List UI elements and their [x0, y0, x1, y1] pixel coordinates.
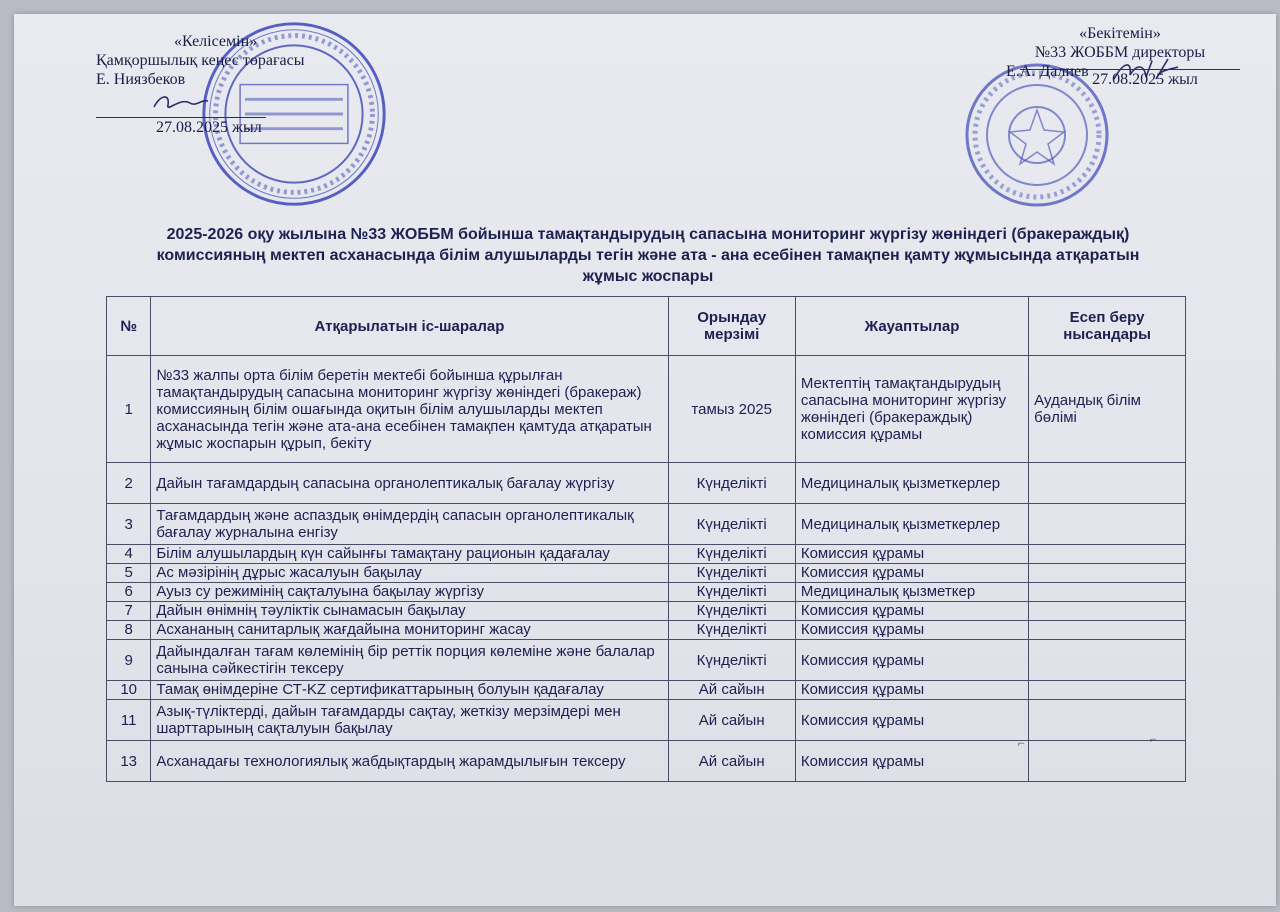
row-term: Күнделікті	[668, 640, 795, 681]
agreement-date: 27.08.2025 жыл	[156, 119, 262, 136]
row-number: 13	[107, 741, 151, 782]
table-header-row	[107, 297, 1186, 356]
row-report	[1029, 621, 1186, 640]
row-report	[1029, 602, 1186, 621]
approval-block	[990, 24, 1250, 89]
table-row	[107, 681, 1186, 700]
table-row	[107, 463, 1186, 504]
row-task: Азық-түліктерді, дайын тағамдарды сақтау, жеткізу мерзімдері мен шарттарының сақталуын бақылау	[151, 700, 668, 741]
row-task: Асханадағы технологиялық жабдықтардың жарамдылығын тексеру	[151, 741, 668, 782]
title-line-3: жұмыс жоспары	[582, 268, 714, 285]
row-term: Күнделікті	[668, 602, 795, 621]
table-row	[107, 356, 1186, 463]
title-line-2: комиссияның мектеп асханасында білім алушыларды тегін және ата - ана есебінен тамақпен қамту жұмысында атқаратын	[156, 247, 1140, 264]
row-number: 4	[107, 545, 151, 564]
table-row	[107, 583, 1186, 602]
row-task: Дайын өнімнің тәуліктік сынамасын бақылау	[151, 602, 668, 621]
row-responsible: Комиссия құрамы	[795, 741, 1028, 782]
table-row	[107, 545, 1186, 564]
agreement-name: Е. Ниязбеков	[96, 71, 186, 88]
row-report	[1029, 700, 1186, 741]
row-task: Тағамдардың және аспаздық өнімдердің сапасын органолептикалық бағалау журналына енгізу	[151, 504, 668, 545]
table-body	[107, 356, 1186, 782]
row-term: Күнделікті	[668, 504, 795, 545]
row-responsible: Комиссия құрамы	[795, 602, 1028, 621]
table-row	[107, 602, 1186, 621]
row-task: Білім алушылардың күн сайынғы тамақтану рационын қадағалау	[151, 545, 668, 564]
row-responsible: Медициналық қызметкер	[795, 583, 1028, 602]
approval-label: «Бекітемін»	[1079, 25, 1161, 42]
row-report	[1029, 545, 1186, 564]
row-report	[1029, 681, 1186, 700]
table-row	[107, 621, 1186, 640]
row-report	[1029, 741, 1186, 782]
row-number: 11	[107, 700, 151, 741]
approval-name: Е.А. Далиев	[1006, 63, 1089, 80]
row-term: Күнделікті	[668, 583, 795, 602]
row-responsible: Медициналық қызметкерлер	[795, 504, 1028, 545]
row-term: Күнделікті	[668, 463, 795, 504]
row-task: Ас мәзірінің дұрыс жасалуын бақылау	[151, 564, 668, 583]
header-term: Орындау мерзімі	[668, 297, 795, 356]
row-report: Аудандық білім бөлімі	[1029, 356, 1186, 463]
pen-mark: ⌐	[1150, 732, 1157, 746]
row-report	[1029, 640, 1186, 681]
agreement-role: Қамқоршылық кеңес төрағасы	[96, 52, 305, 69]
table-row	[107, 700, 1186, 741]
agreement-signature-line	[96, 89, 266, 118]
row-number: 9	[107, 640, 151, 681]
row-task: Асхананың санитарлық жағдайына мониторинг жасау	[151, 621, 668, 640]
row-number: 6	[107, 583, 151, 602]
header-number: №	[107, 297, 151, 356]
row-number: 2	[107, 463, 151, 504]
document-title	[108, 224, 1188, 287]
row-number: 1	[107, 356, 151, 463]
row-responsible: Медициналық қызметкерлер	[795, 463, 1028, 504]
pen-mark: ⌐	[1018, 736, 1025, 750]
row-term: тамыз 2025	[668, 356, 795, 463]
row-task: №33 жалпы орта білім беретін мектебі бойынша құрылған тамақтандырудың сапасына мониторинг жүргізу жөніндегі (бракераж) комиссияның білім ошағында оқитын білім алушыларды мектеп асханасында тегін және ата-ана есебінен тамақпен қамтуда атқаратын жұмыс жоспарын құрып, бекіту	[151, 356, 668, 463]
approval-role: №33 ЖОББМ директоры	[1034, 44, 1206, 61]
header-responsible: Жауаптылар	[795, 297, 1028, 356]
row-report	[1029, 463, 1186, 504]
table-row	[107, 504, 1186, 545]
row-responsible: Комиссия құрамы	[795, 621, 1028, 640]
row-number: 8	[107, 621, 151, 640]
row-task: Дайын тағамдардың сапасына органолептикалық бағалау жүргізу	[151, 463, 668, 504]
row-term: Ай сайын	[668, 681, 795, 700]
header-report: Есеп беру нысандары	[1029, 297, 1186, 356]
row-term: Күнделікті	[668, 564, 795, 583]
row-responsible: Комиссия құрамы	[795, 564, 1028, 583]
row-responsible: Комиссия құрамы	[795, 545, 1028, 564]
row-responsible: Комиссия құрамы	[795, 700, 1028, 741]
row-term: Күнделікті	[668, 621, 795, 640]
row-number: 10	[107, 681, 151, 700]
table-row	[107, 640, 1186, 681]
row-term: Ай сайын	[668, 741, 795, 782]
row-report	[1029, 583, 1186, 602]
row-responsible: Мектептің тамақтандырудың сапасына мониторинг жүргізу жөніндегі (бракераждық) комиссия құрамы	[795, 356, 1028, 463]
header-task: Атқарылатын іс-шаралар	[151, 297, 668, 356]
table-row	[107, 564, 1186, 583]
agreement-block	[96, 32, 356, 137]
row-report	[1029, 504, 1186, 545]
row-task: Ауыз су режимінің сақталуына бақылау жүргізу	[151, 583, 668, 602]
row-task: Тамақ өнімдеріне СТ-KZ сертификаттарының болуын қадағалау	[151, 681, 668, 700]
row-responsible: Комиссия құрамы	[795, 681, 1028, 700]
row-term: Күнделікті	[668, 545, 795, 564]
row-term: Ай сайын	[668, 700, 795, 741]
row-number: 3	[107, 504, 151, 545]
agreement-label: «Келісемін»	[174, 33, 258, 50]
title-line-1: 2025-2026 оқу жылына №33 ЖОББМ бойынша тамақтандырудың сапасына мониторинг жүргізу жөніндегі (бракераждық)	[166, 226, 1130, 243]
row-number: 7	[107, 602, 151, 621]
row-report	[1029, 564, 1186, 583]
approval-date: 27.08.2025 жыл	[1092, 71, 1198, 88]
row-number: 5	[107, 564, 151, 583]
row-task: Дайындалған тағам көлемінің бір реттік порция көлеміне және балалар санына сәйкестігін тексеру	[151, 640, 668, 681]
row-responsible: Комиссия құрамы	[795, 640, 1028, 681]
work-plan-table	[106, 296, 1186, 782]
signature-icon	[150, 89, 210, 115]
